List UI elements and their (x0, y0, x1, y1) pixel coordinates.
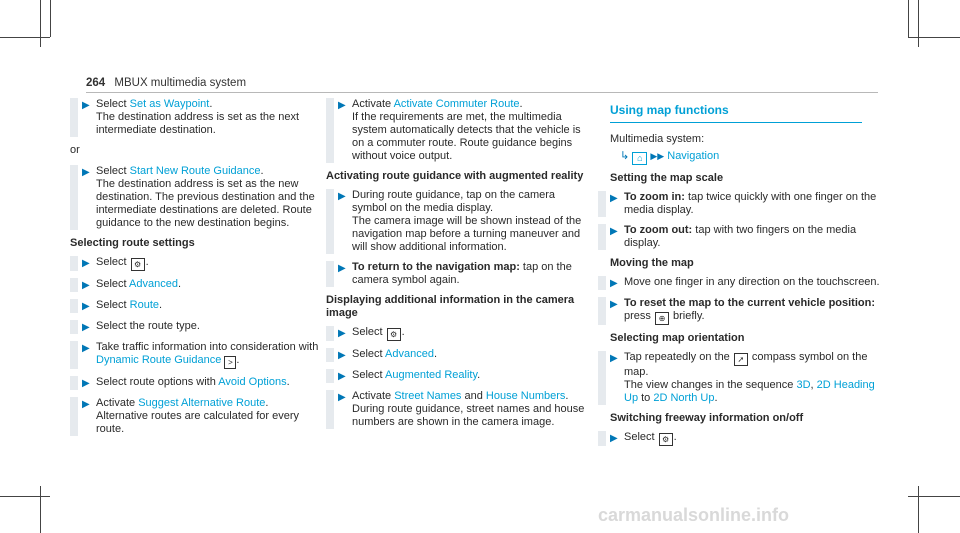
step: ▶ Activate Suggest Alternative Route. Alternative routes are calculated for every route. (70, 397, 320, 436)
crop-mark (918, 486, 919, 533)
intro-text: Multimedia system: (610, 133, 705, 145)
arrow-icon: ▶ (82, 167, 90, 178)
crop-mark (40, 486, 41, 533)
crop-mark (0, 496, 50, 497)
crop-mark (908, 0, 909, 37)
crop-mark (40, 0, 41, 47)
arrow-icon: ▶ (610, 226, 618, 237)
position-icon: ⊕ (655, 312, 669, 325)
step: ▶ Move one finger in any direction on the touchscreen. (598, 276, 888, 290)
step: ▶ Select route options with Avoid Options. (70, 376, 320, 390)
page-number: 264 (86, 77, 106, 89)
step: ▶ Take traffic information into consideration with Dynamic Route Guidance > . (70, 341, 320, 369)
step: ▶ Select ⚙ . (70, 256, 320, 271)
section-heading: Selecting map orientation (610, 332, 745, 344)
step: ▶ Activate Activate Commuter Route. If the requirements are met, the multimedia system automatically detects that the vehicle is on a commuter route. Route guidance begins without voice output. (326, 98, 588, 163)
crop-mark (0, 37, 50, 38)
crop-mark (908, 37, 960, 38)
arrow-icon: ▶ (610, 353, 618, 364)
return-arrow-icon: ↳ (620, 150, 630, 162)
step: ▶ During route guidance, tap on the camera symbol on the media display. The camera image will be shown instead of the navigation map before a turning maneuver and will show additional information. (326, 189, 588, 254)
arrow-icon: ▶ (610, 299, 618, 310)
arrow-icon: ▶ (82, 100, 90, 111)
arrow-icon: ▶ (338, 191, 346, 202)
arrow-icon: ▶ (610, 193, 618, 204)
or-text: or (70, 144, 80, 156)
header-rule (86, 92, 878, 93)
step: ▶ Select Set as Waypoint. The destination address is set as the next intermediate destination. (70, 98, 320, 137)
chevron-right-icon: > (224, 356, 236, 369)
double-chevron-icon: ▶▶ (650, 151, 665, 161)
arrow-icon: ▶ (338, 392, 346, 403)
crop-mark (918, 0, 919, 47)
section-heading: Displaying additional information in the camera image (326, 294, 575, 319)
page-title: MBUX multimedia system (114, 77, 247, 89)
arrow-icon: ▶ (82, 280, 90, 291)
settings-icon: ⚙ (131, 258, 145, 271)
arrow-icon: ▶ (338, 100, 346, 111)
arrow-icon: ▶ (82, 258, 90, 269)
step: ▶ To reset the map to the current vehicle position: press ⊕ briefly. (598, 297, 888, 325)
settings-icon: ⚙ (387, 328, 401, 341)
section-heading: Selecting route settings (70, 237, 195, 249)
watermark: carmanualsonline.info (598, 505, 790, 525)
step: ▶ Select ⚙ . (598, 431, 888, 446)
section-heading: Moving the map (610, 257, 694, 269)
settings-icon: ⚙ (659, 433, 673, 446)
crop-mark (908, 496, 960, 497)
section-heading: Switching freeway information on/off (610, 412, 804, 424)
crop-mark (50, 0, 51, 37)
step: ▶ To zoom out: tap with two fingers on the media display. (598, 224, 888, 250)
column-2 (326, 98, 588, 436)
arrow-icon: ▶ (82, 378, 90, 389)
nav-path (620, 150, 888, 165)
step: ▶ Select Route. (70, 299, 320, 313)
arrow-icon: ▶ (338, 263, 346, 274)
arrow-icon: ▶ (82, 399, 90, 410)
step: ▶ Select Start New Route Guidance. The destination address is set as the new destination. The previous destination and the intermediate destinations are deleted. Route guidance to the new destination begins. (70, 165, 320, 230)
section-title: Using map functions (610, 104, 862, 123)
menu-link: Start New Route Guidance (129, 165, 261, 177)
arrow-icon: ▶ (338, 371, 346, 382)
arrow-icon: ▶ (82, 343, 90, 354)
step: ▶ Select ⚙ . (326, 326, 588, 341)
arrow-icon: ▶ (82, 301, 90, 312)
column-1 (70, 98, 320, 443)
step: ▶ Select Augmented Reality. (326, 369, 588, 383)
arrow-icon: ▶ (82, 322, 90, 333)
page-header (86, 77, 246, 89)
compass-icon: ➚ (734, 353, 748, 366)
step: ▶ To return to the navigation map: tap on the camera symbol again. (326, 261, 588, 287)
section-heading: Activating route guidance with augmented reality (326, 170, 584, 182)
arrow-icon: ▶ (610, 278, 618, 289)
arrow-icon: ▶ (338, 350, 346, 361)
column-3 (598, 98, 888, 453)
menu-link: Set as Waypoint (129, 98, 210, 110)
arrow-icon: ▶ (338, 328, 346, 339)
home-icon: ⌂ (632, 152, 647, 165)
step: ▶ Select the route type. (70, 320, 320, 334)
step: ▶ Activate Street Names and House Numbers. During route guidance, street names and house numbers are shown in the camera image. (326, 390, 588, 429)
section-heading: Setting the map scale (610, 172, 724, 184)
navigation-link: Navigation (667, 150, 720, 162)
step: ▶ Tap repeatedly on the ➚ compass symbol on the map. The view changes in the sequence 3D, 2D Heading Up to 2D North Up. (598, 351, 888, 405)
step: ▶ Select Advanced. (70, 278, 320, 292)
step: ▶ Select Advanced. (326, 348, 588, 362)
arrow-icon: ▶ (610, 433, 618, 444)
step: ▶ To zoom in: tap twice quickly with one finger on the media display. (598, 191, 888, 217)
